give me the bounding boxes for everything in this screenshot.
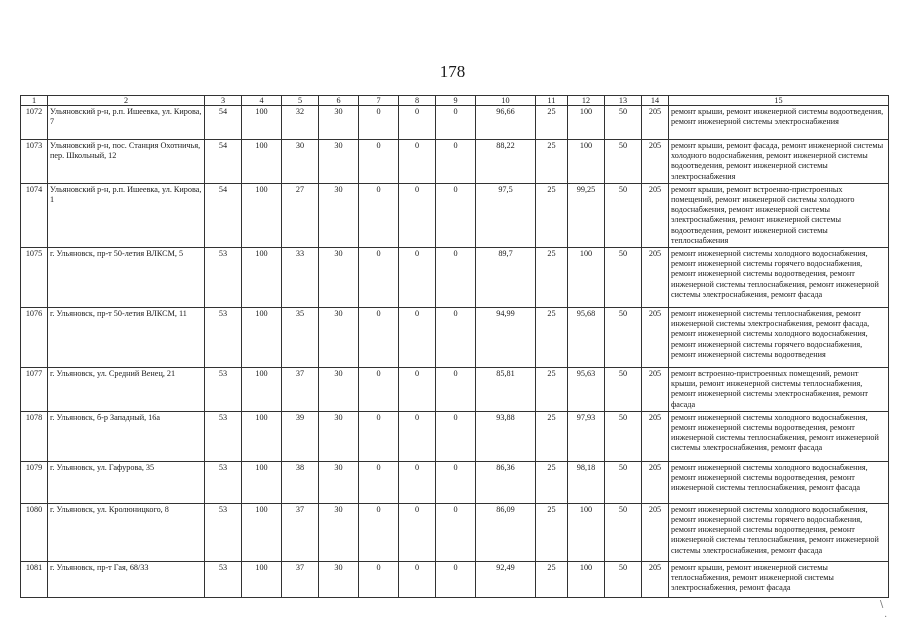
value-cell: 93,88 — [476, 411, 536, 461]
value-cell: 95,63 — [568, 368, 605, 412]
value-cell: 30 — [319, 248, 359, 308]
value-cell: 0 — [359, 308, 399, 368]
value-cell: 50 — [605, 561, 642, 597]
value-cell: 0 — [436, 503, 476, 561]
table-row — [21, 140, 889, 184]
row-number-cell: 1076 — [21, 308, 48, 368]
works-cell: ремонт инженерной системы теплоснабжения, ремонт инженерной системы электроснабжения, ремонт фасада, ремонт инженерной системы холодного водоснабжения, ремонт инженерной системы горячего водоснабжения, ремонт инженерной системы водоотведения — [669, 308, 889, 368]
works-cell: ремонт крыши, ремонт фасада, ремонт инженерной системы холодного водоснабжения, ремонт инженерной системы водоотведения, ремонт инженерной системы электроснабжения — [669, 140, 889, 184]
table-row — [21, 183, 889, 247]
works-cell: ремонт крыши, ремонт инженерной системы водоотведения, ремонт инженерной системы электроснабжения — [669, 106, 889, 140]
value-cell: 53 — [205, 411, 242, 461]
address-cell: г. Ульяновск, ул. Кролюницкого, 8 — [48, 503, 205, 561]
value-cell: 92,49 — [476, 561, 536, 597]
value-cell: 100 — [568, 503, 605, 561]
value-cell: 0 — [399, 503, 436, 561]
value-cell: 98,18 — [568, 461, 605, 503]
value-cell: 25 — [536, 308, 568, 368]
value-cell: 25 — [536, 368, 568, 412]
value-cell: 50 — [605, 503, 642, 561]
value-cell: 0 — [359, 411, 399, 461]
value-cell: 0 — [399, 248, 436, 308]
column-header-9: 9 — [436, 96, 476, 106]
page-number: 178 — [439, 62, 466, 81]
column-header-11: 11 — [536, 96, 568, 106]
row-number-cell: 1077 — [21, 368, 48, 412]
value-cell: 95,68 — [568, 308, 605, 368]
column-header-3: 3 — [205, 96, 242, 106]
value-cell: 35 — [282, 308, 319, 368]
row-number-cell: 1074 — [21, 183, 48, 247]
value-cell: 0 — [436, 140, 476, 184]
value-cell: 100 — [568, 561, 605, 597]
value-cell: 100 — [242, 503, 282, 561]
works-cell: ремонт инженерной системы холодного водоснабжения, ремонт инженерной системы горячего водоснабжения, ремонт инженерной системы водоотведения, ремонт инженерной системы теплоснабжения, ремонт инженерной системы электроснабжения, ремонт фасада — [669, 248, 889, 308]
value-cell: 0 — [359, 183, 399, 247]
value-cell: 25 — [536, 106, 568, 140]
value-cell: 30 — [319, 561, 359, 597]
table-row — [21, 461, 889, 503]
value-cell: 50 — [605, 183, 642, 247]
value-cell: 50 — [605, 461, 642, 503]
value-cell: 0 — [399, 140, 436, 184]
value-cell: 33 — [282, 248, 319, 308]
address-cell: г. Ульяновск, пр-т 50-летия ВЛКСМ, 11 — [48, 308, 205, 368]
value-cell: 0 — [399, 411, 436, 461]
value-cell: 30 — [319, 308, 359, 368]
value-cell: 0 — [399, 561, 436, 597]
value-cell: 30 — [319, 183, 359, 247]
value-cell: 0 — [359, 561, 399, 597]
address-cell: г. Ульяновск, б-р Западный, 16а — [48, 411, 205, 461]
value-cell: 53 — [205, 503, 242, 561]
value-cell: 0 — [359, 368, 399, 412]
value-cell: 50 — [605, 140, 642, 184]
works-cell: ремонт крыши, ремонт встроенно-пристроенных помещений, ремонт инженерной системы холодного водоснабжения, ремонт инженерной системы электроснабжения, ремонт инженерной системы водоотведения, ремонт инженерной системы теплоснабжения — [669, 183, 889, 247]
value-cell: 205 — [642, 183, 669, 247]
value-cell: 205 — [642, 503, 669, 561]
row-number-cell: 1075 — [21, 248, 48, 308]
value-cell: 99,25 — [568, 183, 605, 247]
value-cell: 50 — [605, 308, 642, 368]
table-row — [21, 561, 889, 597]
address-cell: г. Ульяновск, пр-т 50-летия ВЛКСМ, 5 — [48, 248, 205, 308]
value-cell: 30 — [319, 503, 359, 561]
value-cell: 85,81 — [476, 368, 536, 412]
value-cell: 53 — [205, 461, 242, 503]
value-cell: 37 — [282, 561, 319, 597]
value-cell: 100 — [568, 140, 605, 184]
value-cell: 25 — [536, 248, 568, 308]
works-cell: ремонт крыши, ремонт инженерной системы теплоснабжения, ремонт инженерной системы электроснабжения, ремонт фасада — [669, 561, 889, 597]
column-header-13: 13 — [605, 96, 642, 106]
value-cell: 205 — [642, 308, 669, 368]
address-cell: Ульяновский р-н, пос. Станция Охотничья, пер. Школьный, 12 — [48, 140, 205, 184]
value-cell: 54 — [205, 183, 242, 247]
value-cell: 0 — [436, 461, 476, 503]
value-cell: 50 — [605, 411, 642, 461]
row-number-cell: 1073 — [21, 140, 48, 184]
value-cell: 100 — [568, 106, 605, 140]
column-header-10: 10 — [476, 96, 536, 106]
value-cell: 86,36 — [476, 461, 536, 503]
value-cell: 0 — [359, 248, 399, 308]
column-header-4: 4 — [242, 96, 282, 106]
row-number-cell: 1078 — [21, 411, 48, 461]
row-number-cell: 1081 — [21, 561, 48, 597]
value-cell: 0 — [399, 183, 436, 247]
value-cell: 100 — [242, 368, 282, 412]
value-cell: 30 — [319, 461, 359, 503]
value-cell: 0 — [436, 183, 476, 247]
value-cell: 50 — [605, 106, 642, 140]
row-number-cell: 1079 — [21, 461, 48, 503]
value-cell: 205 — [642, 368, 669, 412]
column-header-2: 2 — [48, 96, 205, 106]
value-cell: 32 — [282, 106, 319, 140]
address-cell: Ульяновский р-н, р.п. Ишеевка, ул. Кирова, 1 — [48, 183, 205, 247]
address-cell: г. Ульяновск, ул. Гафурова, 35 — [48, 461, 205, 503]
table-body — [21, 106, 889, 598]
value-cell: 50 — [605, 248, 642, 308]
value-cell: 30 — [319, 106, 359, 140]
column-header-15: 15 — [669, 96, 889, 106]
value-cell: 100 — [242, 411, 282, 461]
header-row — [21, 96, 889, 106]
value-cell: 89,7 — [476, 248, 536, 308]
value-cell: 205 — [642, 561, 669, 597]
value-cell: 30 — [319, 140, 359, 184]
value-cell: 97,5 — [476, 183, 536, 247]
works-cell: ремонт инженерной системы холодного водоснабжения, ремонт инженерной системы горячего водоснабжения, ремонт инженерной системы водоотведения, ремонт инженерной системы теплоснабжения, ремонт инженерной системы электроснабжения, ремонт фасада — [669, 503, 889, 561]
value-cell: 0 — [359, 503, 399, 561]
value-cell: 0 — [436, 411, 476, 461]
column-header-8: 8 — [399, 96, 436, 106]
value-cell: 25 — [536, 183, 568, 247]
scan-mark: ∖ — [878, 600, 885, 611]
value-cell: 0 — [399, 106, 436, 140]
value-cell: 38 — [282, 461, 319, 503]
value-cell: 39 — [282, 411, 319, 461]
value-cell: 54 — [205, 106, 242, 140]
value-cell: 205 — [642, 248, 669, 308]
table-row — [21, 308, 889, 368]
value-cell: 25 — [536, 411, 568, 461]
value-cell: 53 — [205, 308, 242, 368]
table-row — [21, 368, 889, 412]
address-cell: Ульяновский р-н, р.п. Ишеевка, ул. Кирова, 7 — [48, 106, 205, 140]
value-cell: 30 — [319, 411, 359, 461]
value-cell: 0 — [399, 368, 436, 412]
value-cell: 25 — [536, 503, 568, 561]
value-cell: 37 — [282, 503, 319, 561]
value-cell: 50 — [605, 368, 642, 412]
value-cell: 53 — [205, 248, 242, 308]
value-cell: 53 — [205, 561, 242, 597]
value-cell: 0 — [359, 106, 399, 140]
works-cell: ремонт встроенно-пристроенных помещений, ремонт крыши, ремонт инженерной системы теплоснабжения, ремонт инженерной системы электроснабжения, ремонт фасада — [669, 368, 889, 412]
value-cell: 86,09 — [476, 503, 536, 561]
value-cell: 96,66 — [476, 106, 536, 140]
row-number-cell: 1080 — [21, 503, 48, 561]
scan-mark: · — [884, 612, 888, 623]
table-row — [21, 248, 889, 308]
table-row — [21, 503, 889, 561]
table-row — [21, 411, 889, 461]
value-cell: 30 — [319, 368, 359, 412]
value-cell: 0 — [436, 308, 476, 368]
value-cell: 100 — [242, 106, 282, 140]
value-cell: 100 — [242, 248, 282, 308]
value-cell: 54 — [205, 140, 242, 184]
column-header-5: 5 — [282, 96, 319, 106]
value-cell: 30 — [282, 140, 319, 184]
value-cell: 25 — [536, 461, 568, 503]
address-cell: г. Ульяновск, ул. Средний Венец, 21 — [48, 368, 205, 412]
value-cell: 100 — [242, 140, 282, 184]
column-header-6: 6 — [319, 96, 359, 106]
value-cell: 37 — [282, 368, 319, 412]
value-cell: 205 — [642, 106, 669, 140]
value-cell: 25 — [536, 140, 568, 184]
value-cell: 0 — [359, 140, 399, 184]
value-cell: 100 — [242, 183, 282, 247]
column-header-1: 1 — [21, 96, 48, 106]
value-cell: 205 — [642, 411, 669, 461]
row-number-cell: 1072 — [21, 106, 48, 140]
column-header-7: 7 — [359, 96, 399, 106]
value-cell: 0 — [436, 368, 476, 412]
value-cell: 0 — [436, 106, 476, 140]
value-cell: 100 — [242, 461, 282, 503]
table-row — [21, 106, 889, 140]
value-cell: 0 — [399, 308, 436, 368]
works-cell: ремонт инженерной системы холодного водоснабжения, ремонт инженерной системы водоотведения, ремонт инженерной системы теплоснабжения, ремонт инженерной системы электроснабжения, ремонт фасада — [669, 411, 889, 461]
value-cell: 0 — [359, 461, 399, 503]
works-cell: ремонт инженерной системы холодного водоснабжения, ремонт инженерной системы водоотведения, ремонт инженерной системы теплоснабжения, ремонт фасада — [669, 461, 889, 503]
value-cell: 100 — [242, 308, 282, 368]
column-header-14: 14 — [642, 96, 669, 106]
value-cell: 0 — [436, 248, 476, 308]
value-cell: 100 — [242, 561, 282, 597]
value-cell: 27 — [282, 183, 319, 247]
value-cell: 0 — [436, 561, 476, 597]
value-cell: 97,93 — [568, 411, 605, 461]
value-cell: 205 — [642, 140, 669, 184]
value-cell: 205 — [642, 461, 669, 503]
value-cell: 94,99 — [476, 308, 536, 368]
value-cell: 88,22 — [476, 140, 536, 184]
column-header-12: 12 — [568, 96, 605, 106]
value-cell: 25 — [536, 561, 568, 597]
value-cell: 53 — [205, 368, 242, 412]
register-table — [20, 95, 889, 598]
address-cell: г. Ульяновск, пр-т Гая, 68/33 — [48, 561, 205, 597]
value-cell: 100 — [568, 248, 605, 308]
value-cell: 0 — [399, 461, 436, 503]
